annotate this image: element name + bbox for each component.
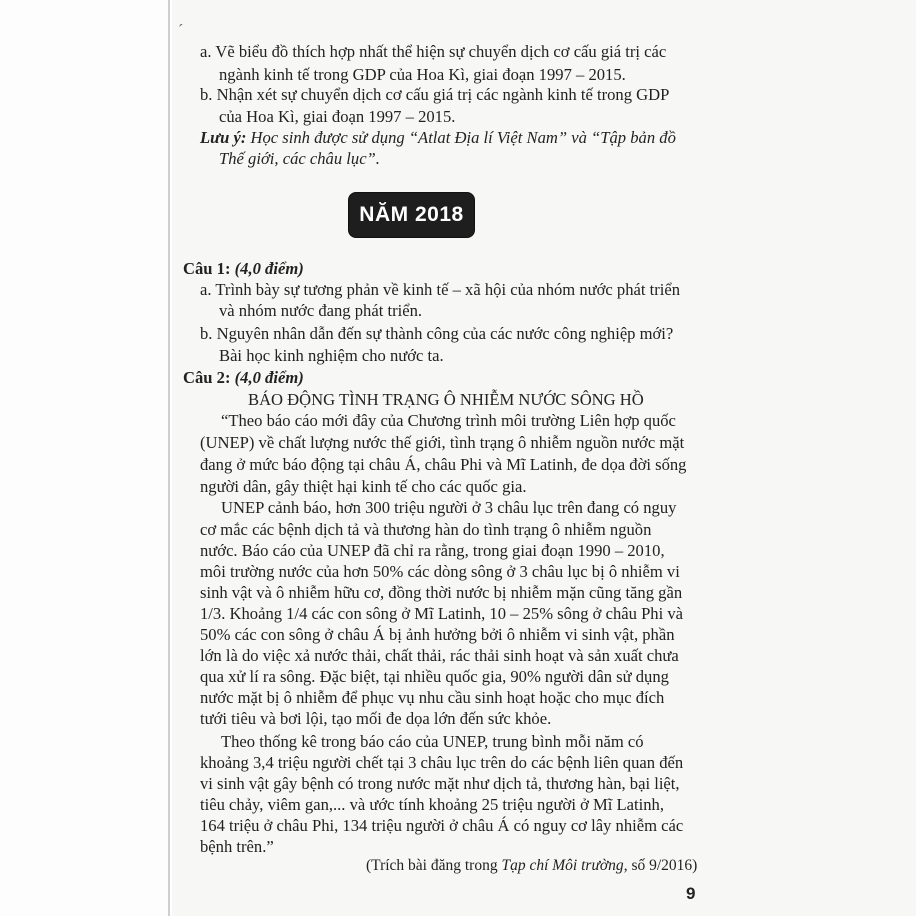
q2-p2-line: môi trường nước của hơn 50% các dòng sông ở 3 châu lục bị ô nhiễm vi (200, 562, 680, 581)
q1-label: Câu 1: (183, 259, 231, 278)
top-item-b-line2: của Hoa Kì, giai đoạn 1997 – 2015. (219, 107, 456, 126)
q2-p2-line: nước. Báo cáo của UNEP đã chỉ ra rằng, trong giai đoạn 1990 – 2010, (200, 541, 665, 560)
q2-heading (183, 367, 304, 389)
q2-p3-line: bệnh trên.” (200, 837, 274, 856)
q1-item-a-line2: và nhóm nước đang phát triển. (219, 301, 423, 320)
q2-p2-line: nước mặt bị ô nhiễm để phục vụ nhu cầu sinh hoạt hoặc cho mục đích (200, 688, 665, 707)
q2-p3-line: tiêu chảy, viêm gan,... và ước tính khoảng 25 triệu người ở Mĩ Latinh, (200, 795, 664, 814)
page-margin (0, 0, 170, 916)
q2-p3-line: khoảng 3,4 triệu người chết tại 3 châu lục trên do các bệnh liên quan đến (200, 753, 684, 772)
note-line2: Thế giới, các châu lục”. (219, 149, 380, 168)
q2-p1-line: người dân, gây thiệt hại kinh tế cho các quốc gia. (200, 477, 527, 496)
year-banner-text: NĂM 2018 (359, 203, 464, 226)
scan-mark: ´ (178, 22, 184, 39)
year-banner (349, 193, 474, 237)
q1-item-b-line1: b. Nguyên nhân dẫn đến sự thành công của các nước công nghiệp mới? (200, 324, 674, 343)
q2-label: Câu 2: (183, 368, 231, 387)
note-text-1: Học sinh được sử dụng “Atlat Địa lí Việt Nam” và “Tập bản đồ (250, 128, 676, 147)
note-line1 (200, 127, 676, 149)
q1-item-b-line2: Bài học kinh nghiệm cho nước ta. (219, 346, 444, 365)
q2-p2-line: 1/3. Khoảng 1/4 các con sông ở Mĩ Latinh, 10 – 25% sông ở châu Phi và (200, 604, 684, 623)
q2-p3-line: Theo thống kê trong báo cáo của UNEP, trung bình mỗi năm có (221, 732, 644, 751)
q2-p2-line: lớn là do việc xả nước thải, chất thải, rác thải sinh hoạt và sản xuất chưa (200, 646, 679, 665)
q2-points: (4,0 điểm) (234, 368, 304, 387)
q1-points: (4,0 điểm) (234, 259, 304, 278)
page-number: 9 (686, 884, 696, 903)
q2-p2-line: cơ mắc các bệnh dịch tả và thương hàn do tình trạng ô nhiễm nguồn (200, 520, 652, 539)
citation-journal: Tạp chí Môi trường (501, 857, 624, 874)
top-item-b-line1: b. Nhận xét sự chuyển dịch cơ cấu giá trị các ngành kinh tế trong GDP (200, 85, 670, 104)
q2-article-title: BÁO ĐỘNG TÌNH TRẠNG Ô NHIỄM NƯỚC SÔNG HỒ (248, 390, 644, 409)
q2-p1-line: “Theo báo cáo mới đây của Chương trình môi trường Liên hợp quốc (221, 411, 676, 430)
citation (366, 855, 697, 877)
q2-p2-line: qua xử lí ra sông. Đặc biệt, tại nhiều quốc gia, 90% người dân sử dụng (200, 667, 669, 686)
q1-item-a-line1: a. Trình bày sự tương phản về kinh tế – xã hội của nhóm nước phát triển (200, 280, 681, 299)
q2-p1-line: đang ở mức báo động tại châu Á, châu Phi và Mĩ Latinh, đe dọa đời sống (200, 455, 687, 474)
q2-p3-line: vi sinh vật gây bệnh có trong nước mặt như dịch tả, thương hàn, bại liệt, (200, 774, 680, 793)
q2-p3-line: 164 triệu ở châu Phi, 134 triệu người ở châu Á có nguy cơ lây nhiễm các (200, 816, 684, 835)
q1-heading (183, 258, 304, 280)
note-label: Lưu ý: (200, 128, 247, 147)
q2-p2-line: UNEP cảnh báo, hơn 300 triệu người ở 3 châu lục trên đang có nguy (221, 498, 677, 517)
q2-p2-line: 50% các con sông ở châu Á bị ảnh hưởng bởi ô nhiễm vi sinh vật, phần (200, 625, 675, 644)
top-item-a-line1: a. Vẽ biểu đồ thích hợp nhất thể hiện sự chuyển dịch cơ cấu giá trị các (200, 42, 667, 61)
citation-pre: (Trích bài đăng trong (366, 857, 502, 874)
citation-post: , số 9/2016) (623, 857, 698, 874)
top-item-a-line2: ngành kinh tế trong GDP của Hoa Kì, giai đoạn 1997 – 2015. (219, 65, 626, 84)
q2-p2-line: sinh vật và ô nhiễm hữu cơ, đồng thời nước bị nhiễm mặn cũng tăng gần (200, 583, 683, 602)
q2-p1-line: (UNEP) về chất lượng nước thế giới, tình trạng ô nhiễm nguồn nước mặt (200, 433, 685, 452)
q2-p2-line: tưới tiêu và bơi lội, tạo mối đe dọa lớn đến sức khỏe. (200, 709, 552, 728)
